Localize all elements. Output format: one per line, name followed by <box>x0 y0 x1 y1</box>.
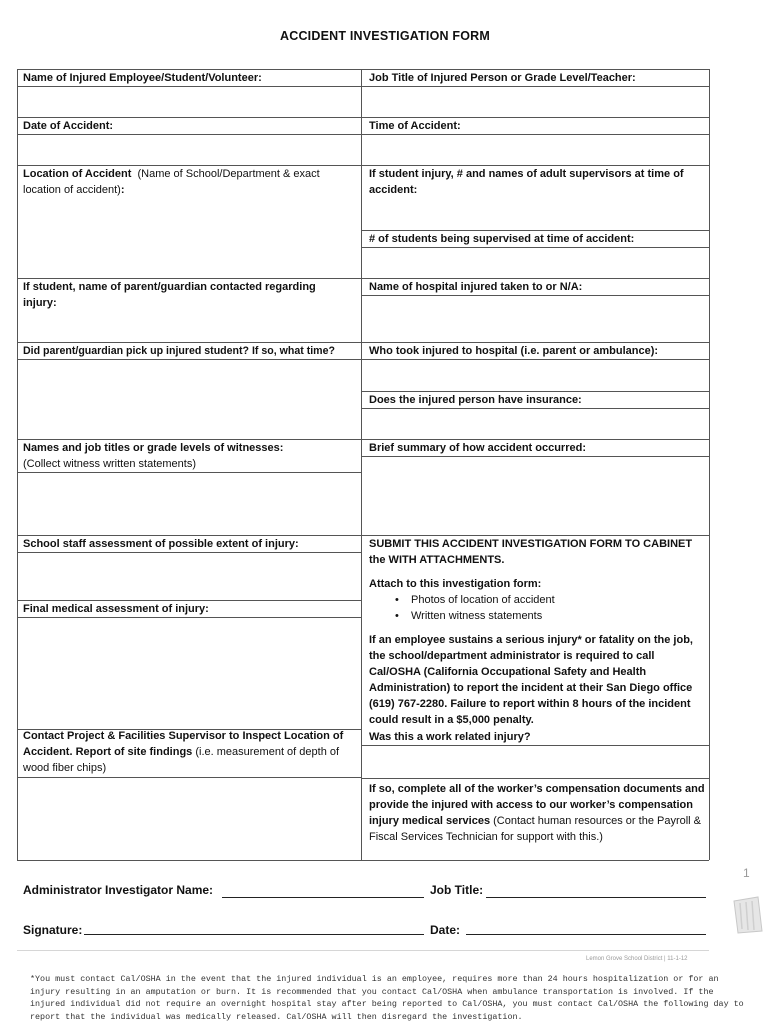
list-item: • Written witness statements <box>395 608 705 624</box>
date-sig-label: Date: <box>430 923 461 937</box>
investigator-name-label: Administrator Investigator Name: <box>23 883 214 897</box>
page-curl-icon <box>732 895 764 935</box>
parent-pickup-label: Did parent/guardian pick up injured student? If so, what time? <box>23 345 335 357</box>
who-took-label: Who took injured to hospital (i.e. parent or ambulance): <box>369 345 659 357</box>
form-title: ACCIDENT INVESTIGATION FORM <box>279 29 491 43</box>
witnesses-label: Names and job titles or grade levels of witnesses: (Collect witness written statements) <box>23 442 284 470</box>
job-title-sig-label: Job Title: <box>430 883 484 897</box>
job-title-label: Job Title of Injured Person or Grade Level/Teacher: <box>369 72 636 84</box>
osha-notice: If an employee sustains a serious injury* or fatality on the job, the school/department administrator is required to call Cal/OSHA (California Occupational Safety and Health Administration) to report the incident at their San Diego office (619) 767-2280. Failure to report within 8 hours of the incident could result in a $5,000 penalty. <box>369 634 693 726</box>
work-related-label: Was this a work related injury? <box>369 731 531 743</box>
page-number: 1 <box>743 866 750 880</box>
accident-date-label: Date of Accident: <box>23 120 114 132</box>
parent-contacted-label: If student, name of parent/guardian contacted regarding injury: <box>23 281 316 309</box>
osha-footnote: *You must contact Cal/OSHA in the event that the injured individual is an employee, requires more than 24 hours hospitalization or for an injury resulting in an amputation or burn. It is recommended that you contact Cal/OSHA when ambulance transportation is involved. If the injured individual did not require an overnight hospital stay after being reported to Cal/OSHA, you must contact Cal/OSHA the following day to report that the individual was medically released. Cal/OSHA will then disregard the investigation. <box>30 974 744 1022</box>
investigator-name-field[interactable] <box>222 897 424 898</box>
insurance-label: Does the injured person have insurance: <box>369 394 582 406</box>
list-item: • Photos of location of accident <box>395 592 705 608</box>
accident-location-label: Location of Accident (Name of School/Department & exact location of accident): <box>23 168 320 196</box>
date-field[interactable] <box>466 934 706 935</box>
final-medical-label: Final medical assessment of injury: <box>23 603 209 615</box>
workers-comp-instructions: If so, complete all of the worker’s compensation documents and provide the injured with access to our worker’s compensation injury medical services (Contact human resources or the Payroll & Fiscal Services Technician for support with this.) <box>369 783 705 843</box>
hospital-name-label: Name of hospital injured taken to or N/A: <box>369 281 583 293</box>
attachments-section <box>369 576 705 624</box>
signature-field[interactable] <box>84 934 424 935</box>
supervisors-label: If student injury, # and names of adult supervisors at time of accident: <box>369 168 684 196</box>
staff-assessment-label: School staff assessment of possible extent of injury: <box>23 538 299 550</box>
attachments-list <box>369 592 705 624</box>
facilities-contact-label: Contact Project & Facilities Supervisor to Inspect Location of Accident. Report of site findings (i.e. measurement of depth of wood fiber chips) <box>23 730 344 774</box>
summary-label: Brief summary of how accident occurred: <box>369 442 586 454</box>
submit-instructions: SUBMIT THIS ACCIDENT INVESTIGATION FORM TO CABINET the WITH ATTACHMENTS. <box>369 538 693 566</box>
attachments-heading: Attach to this investigation form: <box>369 578 542 590</box>
footer-organization: Lemon Grove School District | 11-1-12 <box>586 956 688 962</box>
injured-name-label: Name of Injured Employee/Student/Volunteer: <box>23 72 262 84</box>
students-supervised-label: # of students being supervised at time of accident: <box>369 233 635 245</box>
signature-label: Signature: <box>23 923 83 937</box>
accident-time-label: Time of Accident: <box>369 120 461 132</box>
job-title-field[interactable] <box>486 897 706 898</box>
